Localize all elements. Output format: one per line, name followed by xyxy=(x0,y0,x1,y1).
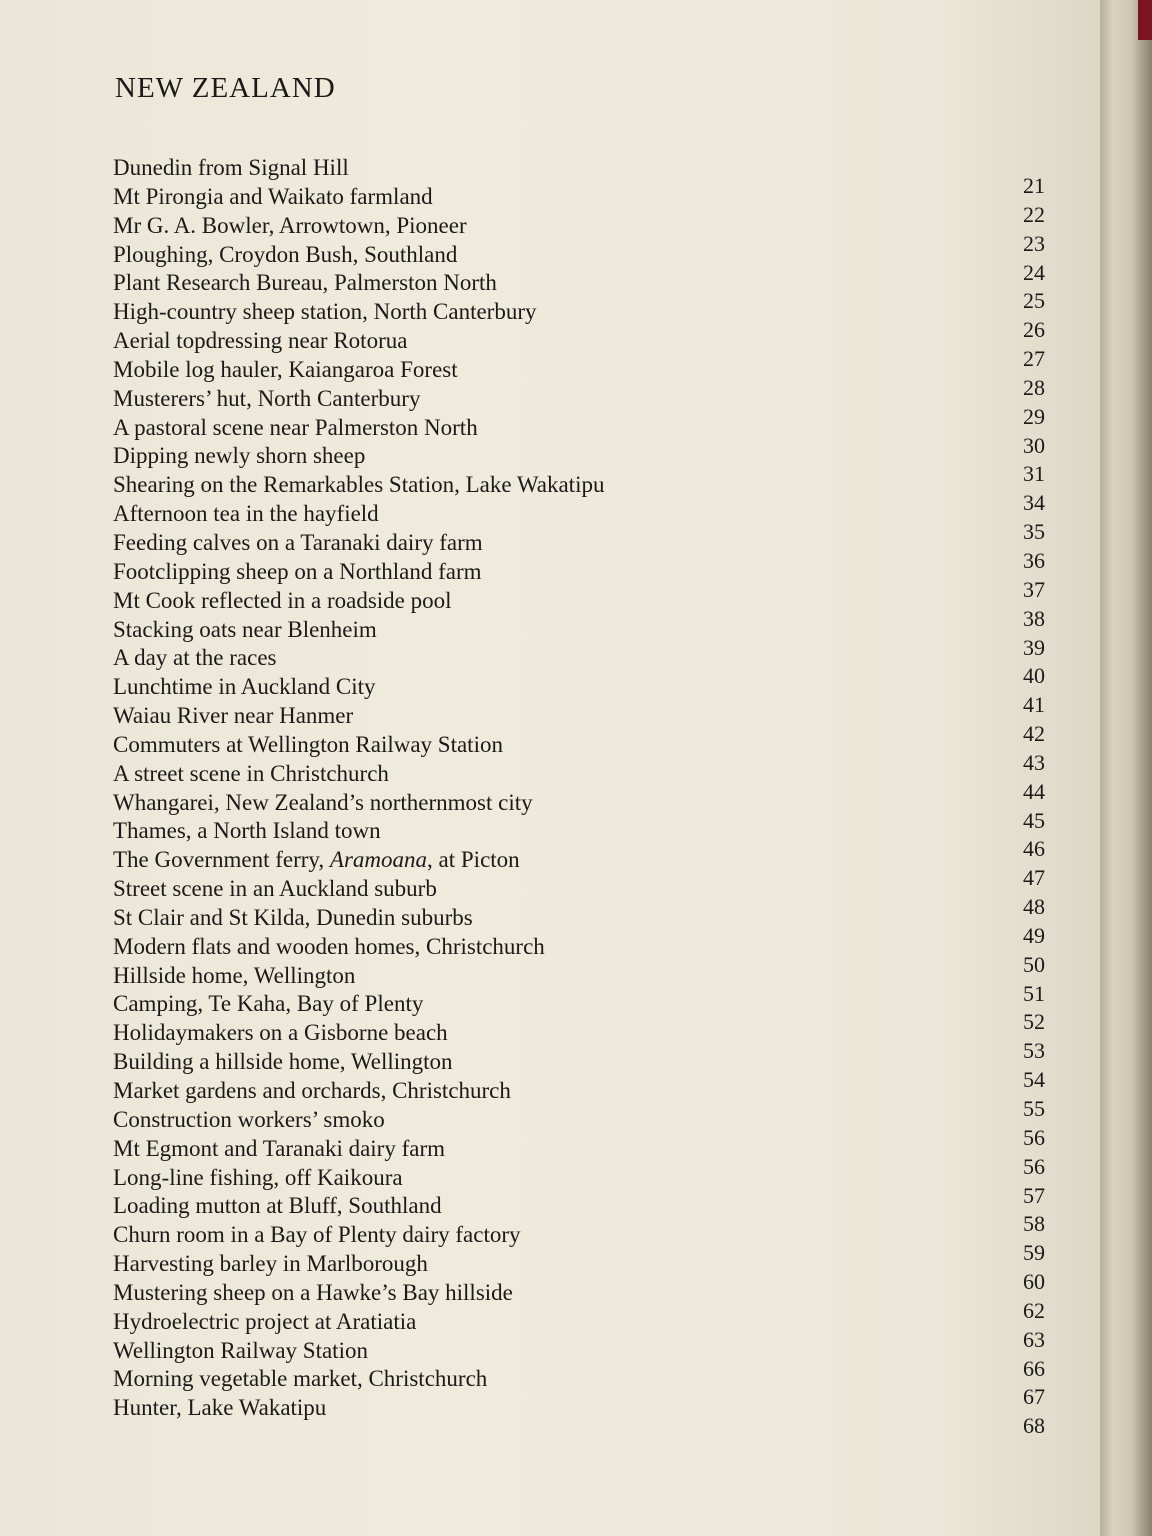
page-number: 42 xyxy=(1023,721,1045,747)
page-number: 59 xyxy=(1023,1240,1045,1266)
page-number: 21 xyxy=(1023,173,1045,198)
book-cover-edge xyxy=(1138,0,1152,40)
page-number: 63 xyxy=(1023,1326,1045,1352)
caption-entry: Footclipping sheep on a Northland farm xyxy=(113,558,482,584)
caption-entry: Musterers’ hut, North Canterbury xyxy=(113,385,421,411)
page-number: 41 xyxy=(1023,692,1045,718)
page-number: 36 xyxy=(1023,547,1045,573)
caption-entry: Harvesting barley in Marlborough xyxy=(113,1251,428,1277)
caption-entry: Camping, Te Kaha, Bay of Plenty xyxy=(113,991,424,1017)
page-number: 60 xyxy=(1023,1269,1045,1295)
page-number: 34 xyxy=(1023,490,1045,516)
caption-entry: Holidaymakers on a Gisborne beach xyxy=(113,1020,448,1046)
page-number: 45 xyxy=(1023,807,1045,833)
caption-entry: St Clair and St Kilda, Dunedin suburbs xyxy=(113,904,473,930)
page-number: 46 xyxy=(1023,836,1045,862)
page-number: 62 xyxy=(1023,1297,1045,1323)
page-number: 44 xyxy=(1023,778,1045,804)
caption-entry: Long-line fishing, off Kaikoura xyxy=(113,1164,403,1190)
caption-entry: High-country sheep station, North Canterbury xyxy=(113,299,537,325)
caption-entry: Street scene in an Auckland suburb xyxy=(113,876,437,902)
caption-entry: Mobile log hauler, Kaiangaroa Forest xyxy=(113,356,458,382)
page-stack-edge xyxy=(1100,0,1152,1536)
caption-entry: A day at the races xyxy=(113,645,277,671)
caption-entry: Mt Egmont and Taranaki dairy farm xyxy=(113,1135,446,1161)
caption-entry: A street scene in Christchurch xyxy=(113,760,389,786)
page-number: 35 xyxy=(1023,519,1045,545)
caption-entry: Commuters at Wellington Railway Station xyxy=(113,731,503,757)
caption-entry: Stacking oats near Blenheim xyxy=(113,616,377,642)
caption-entry: Hunter, Lake Wakatipu xyxy=(113,1395,327,1421)
page-number: 68 xyxy=(1023,1413,1045,1439)
page-number: 54 xyxy=(1023,1067,1045,1093)
page-number: 37 xyxy=(1023,576,1045,602)
caption-entry: Dipping newly shorn sheep xyxy=(113,443,366,469)
page-number: 53 xyxy=(1023,1038,1045,1064)
caption-entry: Plant Research Bureau, Palmerston North xyxy=(113,270,497,296)
caption-entry: Mr G. A. Bowler, Arrowtown, Pioneer xyxy=(113,212,467,238)
page-number: 31 xyxy=(1023,461,1045,487)
ship-name: Aramoana xyxy=(329,847,428,873)
caption-entry: A pastoral scene near Palmerston North xyxy=(113,414,478,440)
page-number: 50 xyxy=(1023,951,1045,977)
page-number: 49 xyxy=(1023,922,1045,948)
page-number: 22 xyxy=(1023,201,1045,227)
caption-entry: Waiau River near Hanmer xyxy=(113,703,354,729)
caption-entry: Churn room in a Bay of Plenty dairy factory xyxy=(113,1222,521,1248)
caption-entry: Morning vegetable market, Christchurch xyxy=(113,1366,488,1392)
page-number: 29 xyxy=(1023,403,1045,429)
caption-entry: Dunedin from Signal Hill xyxy=(113,155,349,180)
caption-entry: Shearing on the Remarkables Station, Lake Wakatipu xyxy=(113,472,605,498)
page-number: 48 xyxy=(1023,894,1045,920)
caption-entry: The Government ferry, Aramoana, at Picton xyxy=(113,847,520,873)
caption-entry: Ploughing, Croydon Bush, Southland xyxy=(113,241,458,267)
page-number: 24 xyxy=(1023,259,1045,285)
caption-entry: Wellington Railway Station xyxy=(113,1337,368,1363)
page-number: 58 xyxy=(1023,1211,1045,1237)
caption-entry: Modern flats and wooden homes, Christchurch xyxy=(113,933,545,959)
caption-entry: Loading mutton at Bluff, Southland xyxy=(113,1193,442,1219)
page-number: 38 xyxy=(1023,605,1045,631)
page-number: 56 xyxy=(1023,1153,1045,1179)
page-number: 51 xyxy=(1023,980,1045,1006)
caption-entry: Thames, a North Island town xyxy=(113,818,381,844)
page-number: 43 xyxy=(1023,749,1045,775)
caption-entry: Afternoon tea in the hayfield xyxy=(113,501,379,527)
page-heading: NEW ZEALAND xyxy=(115,72,336,104)
illustration-captions-list xyxy=(113,154,713,1423)
page-number: 56 xyxy=(1023,1124,1045,1150)
caption-entry: Mt Cook reflected in a roadside pool xyxy=(113,587,452,613)
caption-entry: Feeding calves on a Taranaki dairy farm xyxy=(113,529,483,555)
caption-entry: Whangarei, New Zealand’s northernmost city xyxy=(113,789,533,815)
page-number: 28 xyxy=(1023,374,1045,400)
page-number: 40 xyxy=(1023,663,1045,689)
caption-entry: Aerial topdressing near Rotorua xyxy=(113,328,408,354)
caption-entry: Market gardens and orchards, Christchurch xyxy=(113,1078,511,1103)
caption-entry: Hydroelectric project at Aratiatia xyxy=(113,1308,417,1334)
page-number: 26 xyxy=(1023,317,1045,343)
page-numbers-list xyxy=(985,172,1045,1441)
caption-entry: Mustering sheep on a Hawke’s Bay hillside xyxy=(113,1279,513,1305)
page-number: 47 xyxy=(1023,865,1045,891)
caption-entry: Construction workers’ smoko xyxy=(113,1106,385,1132)
caption-entry: Mt Pirongia and Waikato farmland xyxy=(113,183,433,209)
page-number: 25 xyxy=(1023,288,1045,314)
page-number: 39 xyxy=(1023,634,1045,660)
caption-entry: Building a hillside home, Wellington xyxy=(113,1049,453,1075)
caption-entry: Hillside home, Wellington xyxy=(113,962,356,988)
page-number: 67 xyxy=(1023,1384,1045,1410)
page-number: 27 xyxy=(1023,346,1045,372)
page-number: 23 xyxy=(1023,230,1045,256)
caption-entry: Lunchtime in Auckland City xyxy=(113,674,376,700)
page-number: 57 xyxy=(1023,1182,1045,1208)
page-number: 55 xyxy=(1023,1096,1045,1121)
page-number: 30 xyxy=(1023,432,1045,458)
page-number: 66 xyxy=(1023,1355,1045,1381)
page-number: 52 xyxy=(1023,1009,1045,1035)
